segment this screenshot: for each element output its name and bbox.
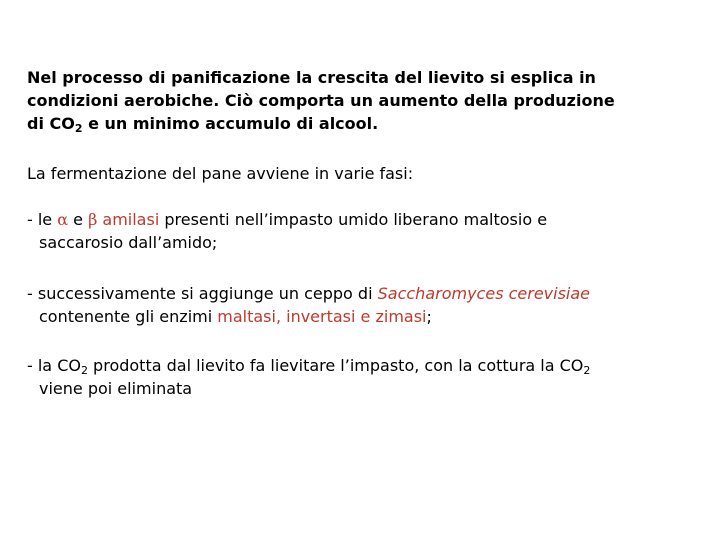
item1-rest-2: saccarosio dall’amido;: [39, 233, 218, 252]
phase-item-yeast: [27, 282, 687, 328]
amylase-term: amilasi: [97, 210, 160, 229]
beta-symbol: β: [88, 210, 98, 229]
co2-subscript: 2: [74, 122, 83, 135]
intro-line-1: Nel processo di panificazione la crescita del lievito si esplica in: [27, 68, 596, 87]
phase-item-amylase: [27, 208, 687, 254]
co2-subscript-1: 2: [80, 364, 88, 377]
enzymes-term: maltasi, invertasi e zimasi: [217, 307, 427, 326]
yeast-species: Saccharomyces cerevisiae: [377, 284, 591, 303]
intro-line-3b: e un minimo accumulo di alcool.: [82, 114, 379, 133]
item3-mid: prodotta dal lievito fa lievitare l’impasto, con la cottura la CO: [87, 356, 584, 375]
item2-line2-a: contenente gli enzimi: [39, 307, 218, 326]
co2-subscript-2: 2: [583, 364, 591, 377]
intro-line-3a: di CO: [27, 114, 75, 133]
intro-line-2: condizioni aerobiche. Ciò comporta un aumento della produzione: [27, 91, 615, 110]
item1-conj: e: [68, 210, 89, 229]
phase-item-co2: [27, 354, 687, 400]
alpha-symbol: α: [57, 210, 69, 229]
item1-prefix: - le: [27, 210, 58, 229]
item3-prefix: - la CO: [27, 356, 81, 375]
item1-rest-1: presenti nell’impasto umido liberano maltosio e: [159, 210, 548, 229]
item3-line-2: viene poi eliminata: [39, 379, 193, 398]
item2-prefix: - successivamente si aggiunge un ceppo di: [27, 284, 378, 303]
item2-line2-end: ;: [426, 307, 432, 326]
phases-heading: La fermentazione del pane avviene in varie fasi:: [27, 164, 414, 183]
intro-paragraph: [27, 66, 667, 135]
item2-line-2: [27, 305, 432, 328]
